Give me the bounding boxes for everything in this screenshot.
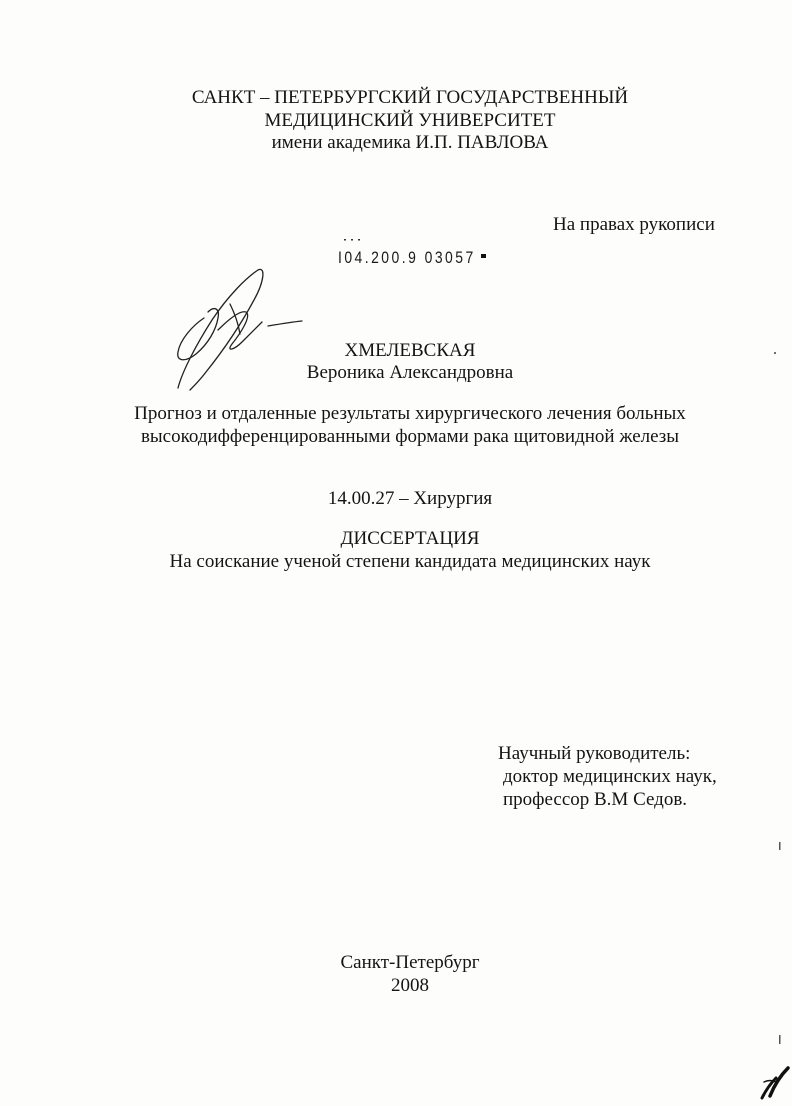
registration-number: I04.200.9 03057 — [338, 248, 476, 267]
dissertation-title-line-2: высокодифференцированными формами рака щитовидной железы — [140, 426, 680, 447]
supervisor-label: Научный руководитель: — [498, 743, 691, 764]
author-surname: ХМЕЛЕВСКАЯ — [344, 340, 476, 361]
university-name-line-2: МЕДИЦИНСКИЙ УНИВЕРСИТЕТ — [264, 110, 556, 131]
specialty-code: 14.00.27 – Хирургия — [327, 488, 493, 509]
scan-edge-mark — [779, 842, 781, 850]
university-name-line-3: имени академика И.П. ПАВЛОВА — [271, 132, 549, 153]
footer-city: Санкт-Петербург — [340, 952, 480, 973]
footer-year: 2008 — [391, 975, 429, 996]
corner-handwritten-mark — [762, 1068, 788, 1098]
degree-line: На соискание ученой степени кандидата медицинских наук — [169, 551, 651, 572]
supervisor-degree: доктор медицинских наук, — [503, 766, 717, 787]
document-type: ДИССЕРТАЦИЯ — [340, 528, 480, 549]
stamp-dots — [344, 239, 360, 241]
supervisor-name: профессор В.М Седов. — [503, 789, 688, 810]
dissertation-title-line-1: Прогноз и отдаленные результаты хирургического лечения больных — [134, 403, 686, 424]
scan-edge-mark — [779, 1035, 781, 1044]
author-given-names: Вероника Александровна — [306, 362, 514, 383]
university-name-line-1: САНКТ – ПЕТЕРБУРГСКИЙ ГОСУДАРСТВЕННЫЙ — [191, 87, 629, 108]
rights-note: На правах рукописи — [553, 214, 715, 235]
stamp-end-mark — [481, 254, 486, 258]
